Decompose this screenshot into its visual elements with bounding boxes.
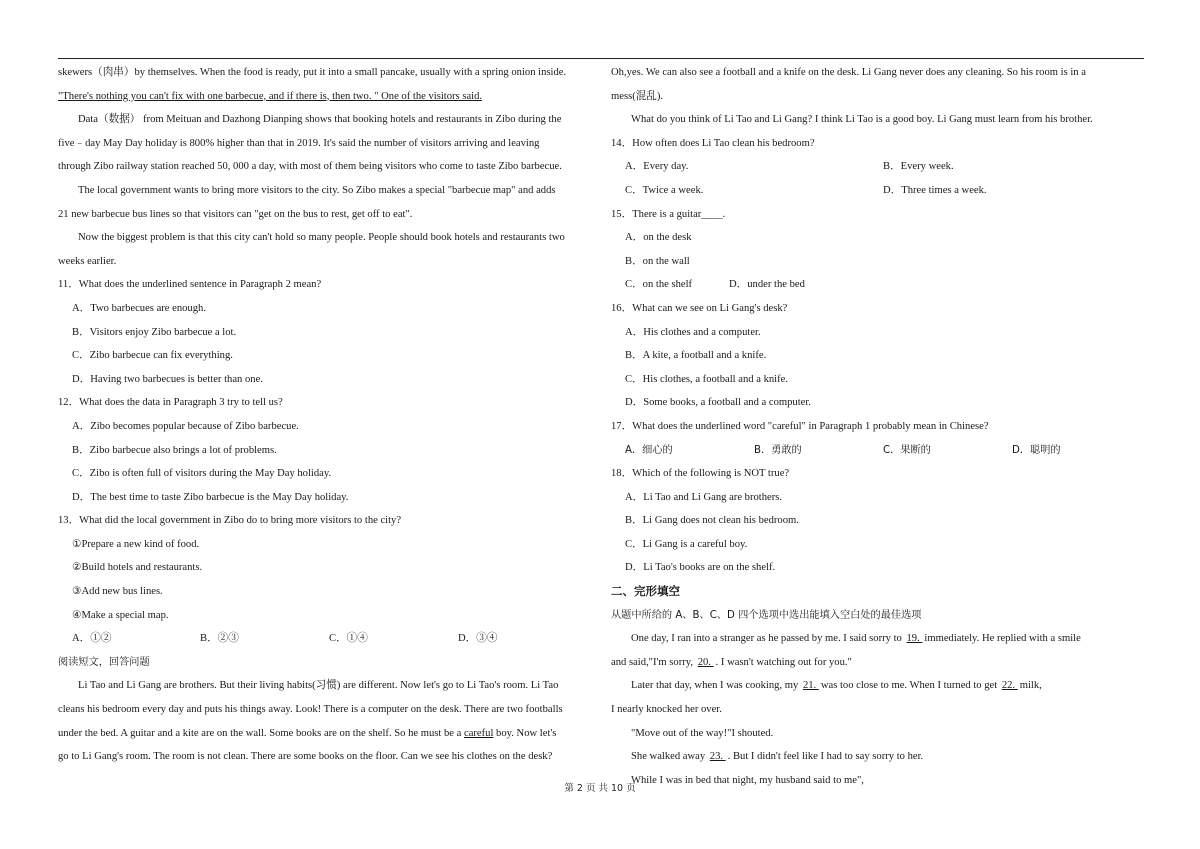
q18-option-b[interactable]: B．Li Gang does not clean his bedroom. [625, 515, 799, 527]
blank-20[interactable]: 20. [697, 656, 714, 668]
passage-line: 21 new barbecue bus lines so that visitors can "get on the bus to rest, get off to eat". [58, 208, 413, 220]
cloze-line: She walked away 23. . But I didn't feel like I had to say sorry to her. [631, 751, 924, 763]
passage-line: through Zibo railway station reached 50, 000 a day, with most of them being visitors who come to taste Zibo barbecue. [58, 161, 562, 173]
question-17-stem: 17．What does the underlined word "careful" in Paragraph 1 probably mean in Chinese? [611, 420, 989, 432]
q12-option-c[interactable]: C．Zibo is often full of visitors during the May Day holiday. [72, 468, 332, 480]
q12-option-d[interactable]: D．The best time to taste Zibo barbecue is the May Day holiday. [72, 491, 349, 503]
q15-option-a[interactable]: A．on the desk [625, 232, 692, 244]
header-rule [58, 58, 1144, 59]
q15-option-b[interactable]: B．on the wall [625, 255, 690, 267]
q12-option-b[interactable]: B．Zibo barbecue also brings a lot of problems. [72, 444, 277, 456]
q16-option-a[interactable]: A．His clothes and a computer. [625, 326, 761, 338]
passage-line: The local government wants to bring more visitors to the city. So Zibo makes a special "barbecue map" and adds [78, 184, 556, 196]
q18-option-c[interactable]: C．Li Gang is a careful boy. [625, 538, 748, 550]
question-14-stem: 14．How often does Li Tao clean his bedroom? [611, 137, 815, 149]
q13-item: ①Prepare a new kind of food. [72, 538, 200, 550]
cloze-line: Later that day, when I was cooking, my 21. was too close to me. When I turned to get 22. milk, [631, 680, 1042, 692]
right-column [611, 61, 1143, 792]
passage-line: Li Tao and Li Gang are brothers. But their living habits(习惯) are different. Now let's go to Li Tao's room. Li Tao [78, 680, 559, 692]
q13-option-c[interactable]: C．①④ [329, 633, 368, 645]
q14-options-row2 [611, 179, 1143, 203]
question-18-stem: 18．Which of the following is NOT true? [611, 468, 790, 480]
q18-option-d[interactable]: D．Li Tao's books are on the shelf. [625, 562, 776, 574]
passage-line: skewers（肉串）by themselves. When the food is ready, put it into a small pancake, usually with a spring onion inside. [58, 67, 567, 78]
q13-item: ④Make a special map. [72, 609, 169, 621]
question-13-stem: 13．What did the local government in Zibo do to bring more visitors to the city? [58, 515, 402, 527]
q14-options-row1 [611, 155, 1143, 179]
passage-line: mess(混乱). [611, 90, 664, 102]
q13-option-a[interactable]: A．①② [72, 633, 112, 645]
q11-option-a[interactable]: A．Two barbecues are enough. [72, 302, 206, 314]
question-11-stem: 11．What does the underlined sentence in Paragraph 2 mean? [58, 279, 322, 291]
cloze-line: While I was in bed that night, my husband said to me", [631, 774, 864, 786]
q15-options-row [611, 273, 1143, 297]
q13-item: ②Build hotels and restaurants. [72, 562, 203, 574]
passage-line: cleans his bedroom every day and puts his things away. Look! There is a computer on the desk. There are two footballs [58, 704, 563, 716]
q11-option-b[interactable]: B．Visitors enjoy Zibo barbecue a lot. [72, 326, 237, 338]
q16-option-c[interactable]: C．His clothes, a football and a knife. [625, 373, 788, 385]
question-16-stem: 16．What can we see on Li Gang's desk? [611, 302, 788, 314]
q16-option-d[interactable]: D．Some books, a football and a computer. [625, 397, 811, 409]
blank-21[interactable]: 21. [802, 680, 819, 692]
q14-option-c[interactable]: C．Twice a week. [625, 184, 704, 196]
section-instruction: 从题中所给的 A、B、C、D 四个选项中选出能填入空白处的最佳选项 [611, 609, 922, 621]
q14-option-a[interactable]: A．Every day. [625, 161, 689, 173]
q15-option-c[interactable]: C．on the shelf [625, 279, 693, 291]
page-number: 第 2 页 共 10 页 [564, 783, 636, 794]
q11-option-c[interactable]: C．Zibo barbecue can fix everything. [72, 350, 233, 362]
passage-line: Now the biggest problem is that this city can't hold so many people. People should book hotels and restaurants two [78, 232, 565, 244]
q17-option-d[interactable]: D．聪明的 [1012, 444, 1061, 456]
passage-line: Oh,yes. We can also see a football and a knife on the desk. Li Gang never does any cleaning. So his room is in a [611, 67, 1086, 78]
q13-item: ③Add new bus lines. [72, 586, 163, 598]
question-12-stem: 12．What does the data in Paragraph 3 try to tell us? [58, 397, 283, 409]
passage-line: five﹣day May Day holiday is 800% higher than that in 2019. It's said the number of visitors arriving and leaving [58, 137, 540, 149]
q17-option-b[interactable]: B．勇敢的 [754, 444, 802, 456]
q14-option-d[interactable]: D．Three times a week. [883, 184, 987, 196]
passage-line: What do you think of Li Tao and Li Gang? I think Li Tao is a good boy. Li Gang must learn from his brother. [631, 114, 1093, 126]
q15-option-d[interactable]: D．under the bed [729, 279, 805, 291]
underlined-sentence: "There's nothing you can't fix with one barbecue, and if there is, then two. " One of the visitors said. [58, 90, 483, 102]
passage-line: Data（数据） from Meituan and Dazhong Dianping shows that booking hotels and restaurants in Zibo during the [78, 114, 562, 126]
cloze-line: One day, I ran into a stranger as he passed by me. I said sorry to 19. immediately. He replied with a smile [631, 633, 1081, 645]
passage-line: under the bed. A guitar and a kite are on the wall. Some books are on the shelf. So he must be a careful boy. Now let's [58, 727, 557, 739]
q16-option-b[interactable]: B．A kite, a football and a knife. [625, 350, 767, 362]
q11-option-d[interactable]: D．Having two barbecues is better than one. [72, 373, 263, 385]
q13-option-b[interactable]: B．②③ [200, 633, 239, 645]
blank-19[interactable]: 19. [906, 633, 923, 645]
q12-option-a[interactable]: A．Zibo becomes popular because of Zibo barbecue. [72, 420, 299, 432]
q17-options [611, 439, 1143, 463]
q14-option-b[interactable]: B．Every week. [883, 161, 954, 173]
blank-23[interactable]: 23. [709, 751, 726, 763]
cloze-line: and said,"I'm sorry, 20. . I wasn't watching out for you." [611, 656, 852, 668]
passage-line: weeks earlier. [58, 255, 117, 267]
question-15-stem: 15．There is a guitar____. [611, 208, 726, 220]
left-column [58, 61, 590, 769]
blank-22[interactable]: 22. [1001, 680, 1018, 692]
passage-line: go to Li Gang's room. The room is not clean. There are some books on the floor. Can we see his clothes on the desk? [58, 751, 553, 763]
cloze-line: "Move out of the way!"I shouted. [631, 727, 774, 739]
q13-options [58, 627, 590, 651]
underlined-word-careful: careful [464, 727, 494, 739]
q18-option-a[interactable]: A．Li Tao and Li Gang are brothers. [625, 491, 783, 503]
q17-option-c[interactable]: C．果断的 [883, 444, 931, 456]
q13-option-d[interactable]: D．③④ [458, 633, 498, 645]
section-title: 二、完形填空 [611, 584, 680, 599]
reading-instruction: 阅读短文，回答问题 [58, 656, 150, 668]
q17-option-a[interactable]: A．细心的 [625, 444, 673, 456]
cloze-line: I nearly knocked her over. [611, 704, 722, 716]
